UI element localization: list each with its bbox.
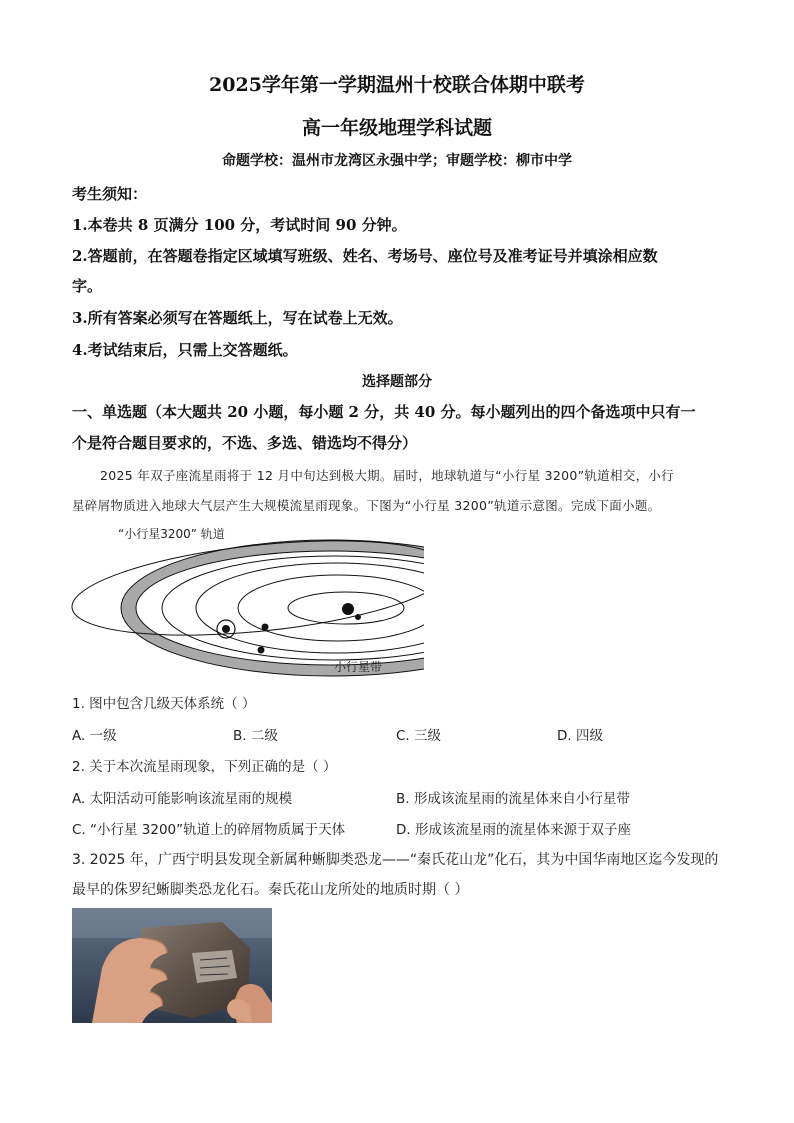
- exam-subtitle: 高一年级地理学科试题: [301, 117, 492, 139]
- earth: [222, 625, 230, 633]
- asteroid-orbit-label: “小行星3200” 轨道: [118, 527, 225, 541]
- notice-item-3: 3.所有答案必须写在答题纸上，写在试卷上无效。: [72, 309, 403, 327]
- q1-stem: 1. 图中包含几级天体系统（ ）: [72, 696, 256, 712]
- planet-1: [355, 614, 361, 620]
- passage-line-1: 2025 年双子座流星雨将于 12 月中旬达到极大期。届时，地球轨道与“小行星 3200”轨道相交，小行: [100, 468, 674, 483]
- asteroid-belt-label: 小行星带: [334, 660, 383, 674]
- q2-stem: 2. 关于本次流星雨现象，下列正确的是（ ）: [72, 759, 337, 775]
- section-heading-cont: 个是符合题目要求的，不选、多选、错选均不得分）: [72, 434, 418, 452]
- part-title: 选择题部分: [362, 374, 432, 390]
- q2-option-d: D. 形成该流星雨的流星体来源于双子座: [396, 822, 631, 838]
- q3-line-2: 最早的侏罗纪蜥脚类恐龙化石。秦氏花山龙所处的地质时期（ ）: [72, 882, 469, 898]
- section-heading: 一、单选题（本大题共 20 小题，每小题 2 分，共 40 分。每小题列出的四个备选项中只有一: [72, 403, 696, 421]
- exam-title: 2025学年第一学期温州十校联合体期中联考: [209, 74, 585, 96]
- q2-option-a: A. 太阳活动可能影响该流星雨的规模: [72, 791, 293, 807]
- sun: [342, 603, 354, 615]
- notice-heading: 考生须知：: [72, 185, 148, 203]
- q1-option-a: A. 一级: [72, 728, 117, 744]
- passage-line-2: 星碎屑物质进入地球大气层产生大规模流星雨现象。下图为“小行星 3200”轨道示意图。完成下面小题。: [72, 498, 661, 513]
- q1-option-b: B. 二级: [233, 728, 278, 744]
- planet-4: [258, 647, 265, 654]
- q2-option-b: B. 形成该流星雨的流星体来自小行星带: [396, 791, 630, 807]
- orbit-diagram: [66, 522, 432, 682]
- q2-option-c: C. “小行星 3200”轨道上的碎屑物质属于天体: [72, 822, 346, 838]
- notice-item-1: 1.本卷共 8 页满分 100 分，考试时间 90 分钟。: [72, 216, 407, 234]
- q3-line-1: 3. 2025 年，广西宁明县发现全新属种蜥脚类恐龙——“秦氏花山龙”化石，其为中国华南地区迄今发现的: [72, 852, 719, 868]
- q1-option-c: C. 三级: [396, 728, 442, 744]
- school-info: 命题学校：温州市龙湾区永强中学；审题学校：柳市中学: [222, 153, 572, 169]
- planet-2: [262, 624, 269, 631]
- notice-item-4: 4.考试结束后，只需上交答题纸。: [72, 341, 298, 359]
- notice-item-2: 2.答题前，在答题卷指定区域填写班级、姓名、考场号、座位号及准考证号并填涂相应数: [72, 247, 658, 265]
- q1-option-d: D. 四级: [557, 728, 603, 744]
- notice-item-2-cont: 字。: [72, 277, 103, 295]
- fossil-in-hands-photo: [72, 908, 272, 1023]
